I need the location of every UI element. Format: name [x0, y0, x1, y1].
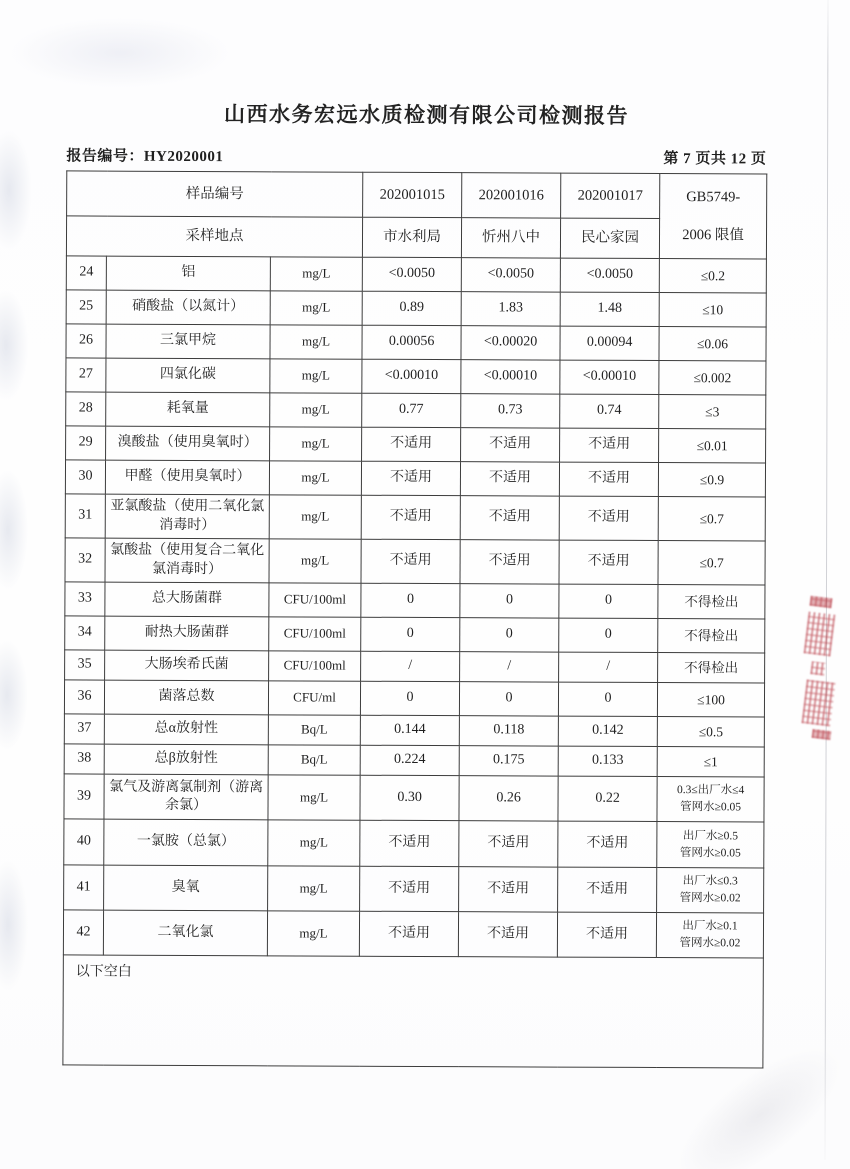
row-number-cell: 24 [66, 256, 106, 290]
value-cell-sample3: 不适用 [558, 867, 657, 912]
limit-cell: ≤0.7 [658, 497, 765, 541]
value-cell-sample3: 1.48 [560, 292, 659, 326]
limit-cell: 出厂水≥0.1 管网水≥0.02 [656, 913, 763, 958]
value-cell-sample1: 不适用 [361, 539, 460, 583]
limit-cell: ≤3 [659, 395, 766, 429]
unit-cell: mg/L [270, 257, 362, 291]
unit-cell: mg/L [270, 325, 362, 359]
parameter-name-cell: 亚氯酸盐（使用二氧化氯消毒时） [105, 494, 269, 539]
unit-cell: mg/L [270, 291, 362, 325]
unit-cell: mg/L [267, 911, 359, 956]
table-row [64, 865, 764, 913]
parameter-name-cell: 三氯甲烷 [106, 324, 270, 359]
row-number-cell: 31 [65, 494, 105, 538]
location-cell: 市水利局 [362, 217, 461, 257]
value-cell-sample1: 0.89 [362, 291, 461, 325]
row-number-cell: 26 [66, 324, 106, 358]
row-number-cell: 27 [66, 358, 106, 392]
value-cell-sample3: <0.00010 [560, 360, 659, 394]
value-cell-sample2: 0 [460, 584, 559, 618]
value-cell-sample3: 0 [558, 682, 657, 716]
blank-note-cell: 以下空白 [63, 955, 764, 1068]
row-number-cell: 35 [65, 650, 105, 680]
limit-cell: 不得检出 [658, 653, 765, 683]
value-cell-sample2: 不适用 [459, 867, 558, 912]
value-cell-sample3: 0.22 [558, 776, 657, 821]
value-cell-sample3: 0 [559, 584, 658, 618]
table-row [65, 494, 765, 541]
table-row [66, 324, 766, 361]
unit-cell: Bq/L [268, 745, 360, 775]
parameter-name-cell: 溴酸盐（使用臭氧时） [106, 426, 270, 461]
table-row [63, 910, 763, 958]
value-cell-sample3: 不适用 [559, 496, 658, 540]
limit-cell: ≤0.2 [659, 259, 766, 293]
unit-cell: CFU/100ml [269, 583, 361, 617]
sample-id-label-cell: 样品编号 [67, 171, 363, 217]
table-row [64, 680, 764, 717]
unit-cell: mg/L [268, 775, 360, 820]
parameter-name-cell: 铝 [106, 256, 270, 291]
row-number-cell: 39 [64, 774, 104, 819]
value-cell-sample2: <0.0050 [461, 258, 560, 292]
limit-cell: ≤0.01 [659, 429, 766, 463]
value-cell-sample1: 0.00056 [362, 325, 461, 359]
value-cell-sample2: 不适用 [460, 462, 559, 496]
value-cell-sample2: 0 [459, 682, 558, 716]
limit-cell: ≤0.5 [657, 717, 764, 747]
value-cell-sample2: 0 [460, 618, 559, 652]
parameter-name-cell: 二氧化氯 [103, 910, 267, 956]
value-cell-sample2: <0.00020 [461, 326, 560, 360]
location-cell: 忻州八中 [461, 218, 560, 258]
limit-cell: ≤0.002 [659, 361, 766, 395]
value-cell-sample2: / [460, 652, 559, 682]
table-row [66, 426, 766, 463]
sample-id-cell: 202001015 [363, 172, 462, 217]
parameter-name-cell: 臭氧 [104, 865, 268, 911]
value-cell-sample2: 0.73 [461, 394, 560, 428]
value-cell-sample2: 不适用 [459, 821, 558, 867]
page-indicator: 第 7 页共 12 页 [663, 151, 767, 168]
value-cell-sample1: 0.224 [360, 745, 459, 775]
results-table [62, 170, 767, 1068]
limit-cell: 出厂水≥0.5 管网水≥0.05 [657, 822, 764, 868]
value-cell-sample3: / [559, 652, 658, 682]
limit-standard-header-cell [659, 174, 766, 259]
unit-cell: mg/L [270, 393, 362, 427]
row-number-cell: 36 [64, 680, 104, 714]
value-cell-sample2: 不适用 [461, 428, 560, 462]
limit-cell: 出厂水≤0.3 管网水≥0.02 [657, 868, 764, 913]
parameter-name-cell: 总β放射性 [104, 744, 268, 775]
row-number-cell: 28 [66, 392, 106, 426]
value-cell-sample1: 不适用 [360, 820, 459, 866]
value-cell-sample3: <0.0050 [560, 258, 659, 292]
page-title: 山西水务宏远水质检测有限公司检测报告 [223, 103, 630, 128]
unit-cell: CFU/100ml [269, 617, 361, 651]
limit-standard-line1: GB5749- [686, 188, 741, 205]
parameter-name-cell: 氯酸盐（使用复合二氧化氯消毒时） [105, 538, 269, 583]
value-cell-sample1: 不适用 [359, 911, 458, 956]
value-cell-sample1: 0.77 [362, 393, 461, 427]
value-cell-sample1: <0.0050 [362, 257, 461, 291]
parameter-name-cell: 菌落总数 [104, 680, 268, 715]
value-cell-sample1: 0.144 [360, 715, 459, 745]
table-row [65, 582, 765, 619]
value-cell-sample2: <0.00010 [461, 360, 560, 394]
row-number-cell: 25 [66, 290, 106, 324]
limit-cell: ≤0.06 [659, 327, 766, 361]
row-number-cell: 32 [65, 538, 105, 582]
limit-cell: 0.3≤出厂水≤4 管网水≥0.05 [657, 777, 764, 822]
parameter-name-cell: 四氯化碳 [106, 358, 270, 393]
limit-cell: ≤10 [659, 293, 766, 327]
table-row [66, 392, 766, 429]
value-cell-sample1: 0 [360, 681, 459, 715]
value-cell-sample3: 不适用 [558, 821, 657, 867]
parameter-name-cell: 硝酸盐（以氮计） [106, 290, 270, 325]
value-cell-sample2: 0.26 [459, 776, 558, 821]
value-cell-sample1: 0.30 [360, 775, 459, 820]
parameter-name-cell: 一氯胺（总氯） [104, 819, 268, 866]
limit-cell: ≤0.9 [658, 463, 765, 497]
parameter-name-cell: 耐热大肠菌群 [105, 616, 269, 651]
value-cell-sample2: 0.175 [459, 746, 558, 776]
table-row [64, 744, 764, 777]
value-cell-sample1: 不适用 [360, 866, 459, 911]
unit-cell: CFU/ml [268, 681, 360, 715]
unit-cell: mg/L [268, 820, 360, 866]
row-number-cell: 30 [65, 460, 105, 494]
value-cell-sample2: 1.83 [461, 292, 560, 326]
value-cell-sample2: 不适用 [458, 912, 557, 957]
unit-cell: mg/L [269, 539, 361, 583]
row-number-cell: 38 [64, 744, 104, 774]
row-number-cell: 40 [64, 819, 104, 865]
table-row [65, 538, 765, 585]
value-cell-sample2: 不适用 [460, 496, 559, 540]
parameter-name-cell: 大肠埃希氏菌 [105, 650, 269, 681]
value-cell-sample3: 0.00094 [560, 326, 659, 360]
table-row [66, 358, 766, 395]
blank-row [63, 955, 764, 1068]
row-number-cell: 34 [65, 616, 105, 650]
location-label-cell: 采样地点 [66, 216, 362, 257]
value-cell-sample1: 0 [361, 617, 460, 651]
header-row-sample-ids [67, 171, 767, 219]
table-row [64, 714, 764, 747]
row-number-cell: 29 [66, 426, 106, 460]
table-row [65, 616, 765, 653]
value-cell-sample3: 不适用 [557, 912, 656, 957]
limit-cell: 不得检出 [658, 585, 765, 619]
table-row [65, 650, 765, 683]
row-number-cell: 33 [65, 582, 105, 616]
limit-cell: ≤1 [657, 747, 764, 777]
parameter-name-cell: 甲醛（使用臭氧时） [105, 460, 269, 495]
value-cell-sample2: 不适用 [460, 540, 559, 584]
value-cell-sample2: 0.118 [459, 716, 558, 746]
limit-standard-line2: 2006 限值 [682, 226, 744, 243]
value-cell-sample3: 0.142 [558, 716, 657, 746]
unit-cell: mg/L [270, 427, 362, 461]
unit-cell: mg/L [270, 359, 362, 393]
table-row [66, 256, 766, 293]
sample-id-cell: 202001017 [561, 173, 660, 218]
table-row [64, 774, 764, 822]
table-row [64, 819, 764, 868]
unit-cell: mg/L [269, 461, 361, 495]
report-number [66, 144, 223, 166]
value-cell-sample3: 0 [559, 618, 658, 652]
unit-cell: CFU/100ml [269, 651, 361, 681]
value-cell-sample1: 不适用 [361, 495, 460, 539]
limit-cell: ≤0.7 [658, 541, 765, 585]
parameter-name-cell: 耗氧量 [106, 392, 270, 427]
parameter-name-cell: 氯气及游离氯制剂（游离余氯） [104, 774, 268, 820]
row-number-cell: 41 [64, 865, 104, 910]
value-cell-sample1: 不适用 [361, 461, 460, 495]
value-cell-sample3: 不适用 [560, 428, 659, 462]
unit-cell: mg/L [268, 866, 360, 911]
unit-cell: Bq/L [268, 715, 360, 745]
parameter-name-cell: 总大肠菌群 [105, 582, 269, 617]
row-number-cell: 42 [63, 910, 103, 955]
sample-id-cell: 202001016 [462, 173, 561, 218]
parameter-name-cell: 总α放射性 [104, 714, 268, 745]
location-cell: 民心家园 [560, 218, 659, 258]
report-number-label: 报告编号： [66, 148, 144, 165]
value-cell-sample3: 不适用 [559, 540, 658, 584]
value-cell-sample1: <0.00010 [362, 359, 461, 393]
value-cell-sample3: 0.74 [560, 394, 659, 428]
limit-cell: ≤100 [657, 683, 764, 717]
meta-row [66, 144, 766, 168]
value-cell-sample1: 0 [361, 583, 460, 617]
table-row [65, 460, 765, 497]
value-cell-sample3: 0.133 [558, 746, 657, 776]
value-cell-sample3: 不适用 [559, 462, 658, 496]
value-cell-sample1: 不适用 [362, 427, 461, 461]
limit-cell: 不得检出 [658, 619, 765, 653]
table-row [66, 290, 766, 327]
unit-cell: mg/L [269, 495, 361, 539]
report-number-value: HY2020001 [143, 148, 224, 166]
row-number-cell: 37 [64, 714, 104, 744]
value-cell-sample1: / [361, 651, 460, 681]
